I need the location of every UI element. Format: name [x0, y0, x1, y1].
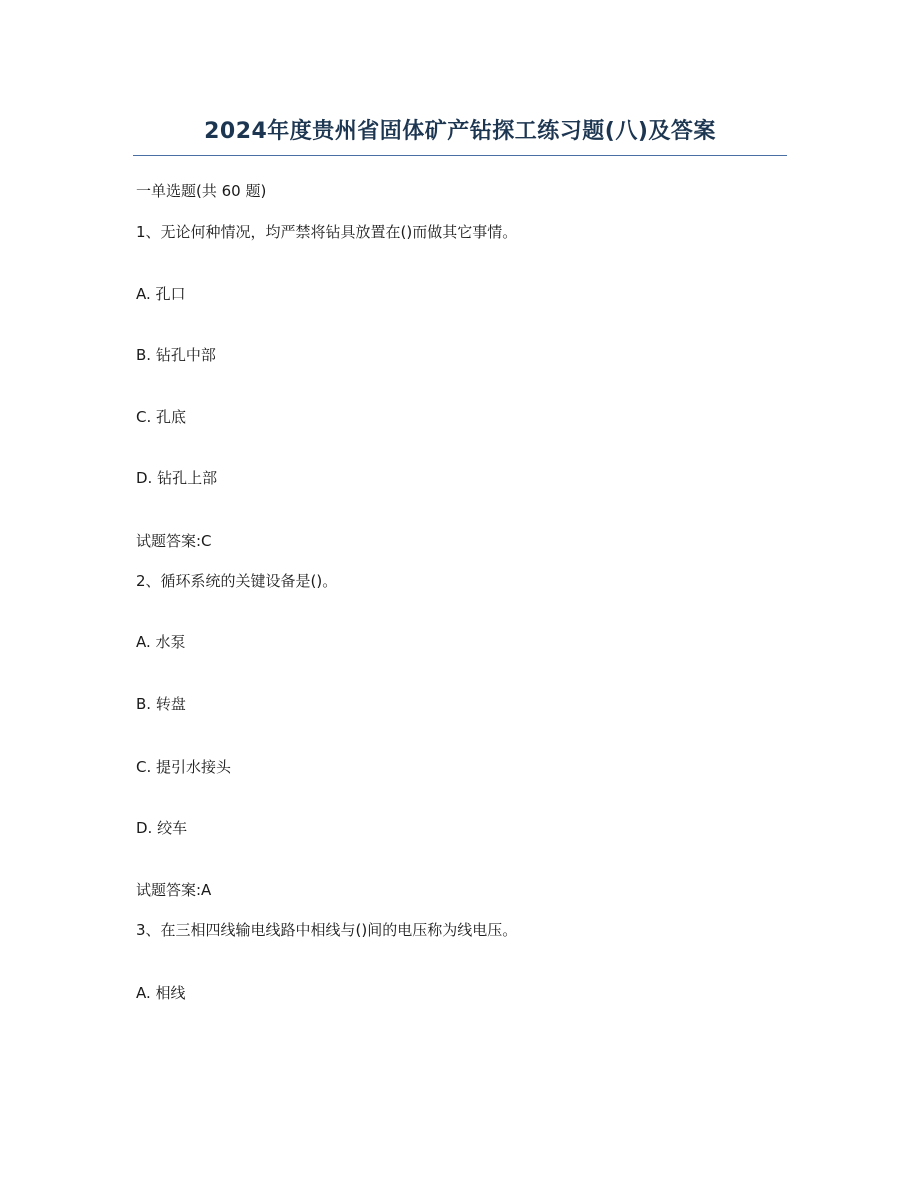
- question-1-option-d: D. 钻孔上部: [136, 469, 218, 487]
- question-1-answer: 试题答案:C: [136, 532, 212, 550]
- question-2-option-a: A. 水泵: [136, 633, 186, 651]
- question-1-option-b: B. 钻孔中部: [136, 346, 216, 364]
- title-divider: [133, 155, 787, 156]
- question-2-option-c: C. 提引水接头: [136, 758, 232, 776]
- question-2-option-b: B. 转盘: [136, 695, 186, 713]
- section-heading: 一单选题(共 60 题): [136, 182, 267, 200]
- question-3-stem: 3、在三相四线输电线路中相线与()间的电压称为线电压。: [136, 921, 518, 939]
- document-title: 2024年度贵州省固体矿产钻探工练习题(八)及答案: [204, 119, 716, 144]
- question-2-stem: 2、循环系统的关键设备是()。: [136, 572, 338, 590]
- question-1-option-a: A. 孔口: [136, 285, 186, 303]
- question-3-option-a: A. 相线: [136, 984, 186, 1002]
- question-2-option-d: D. 绞车: [136, 819, 188, 837]
- question-2-answer: 试题答案:A: [136, 881, 212, 899]
- question-1-stem: 1、无论何种情况，均严禁将钻具放置在()而做其它事情。: [136, 223, 518, 241]
- question-1-option-c: C. 孔底: [136, 408, 187, 426]
